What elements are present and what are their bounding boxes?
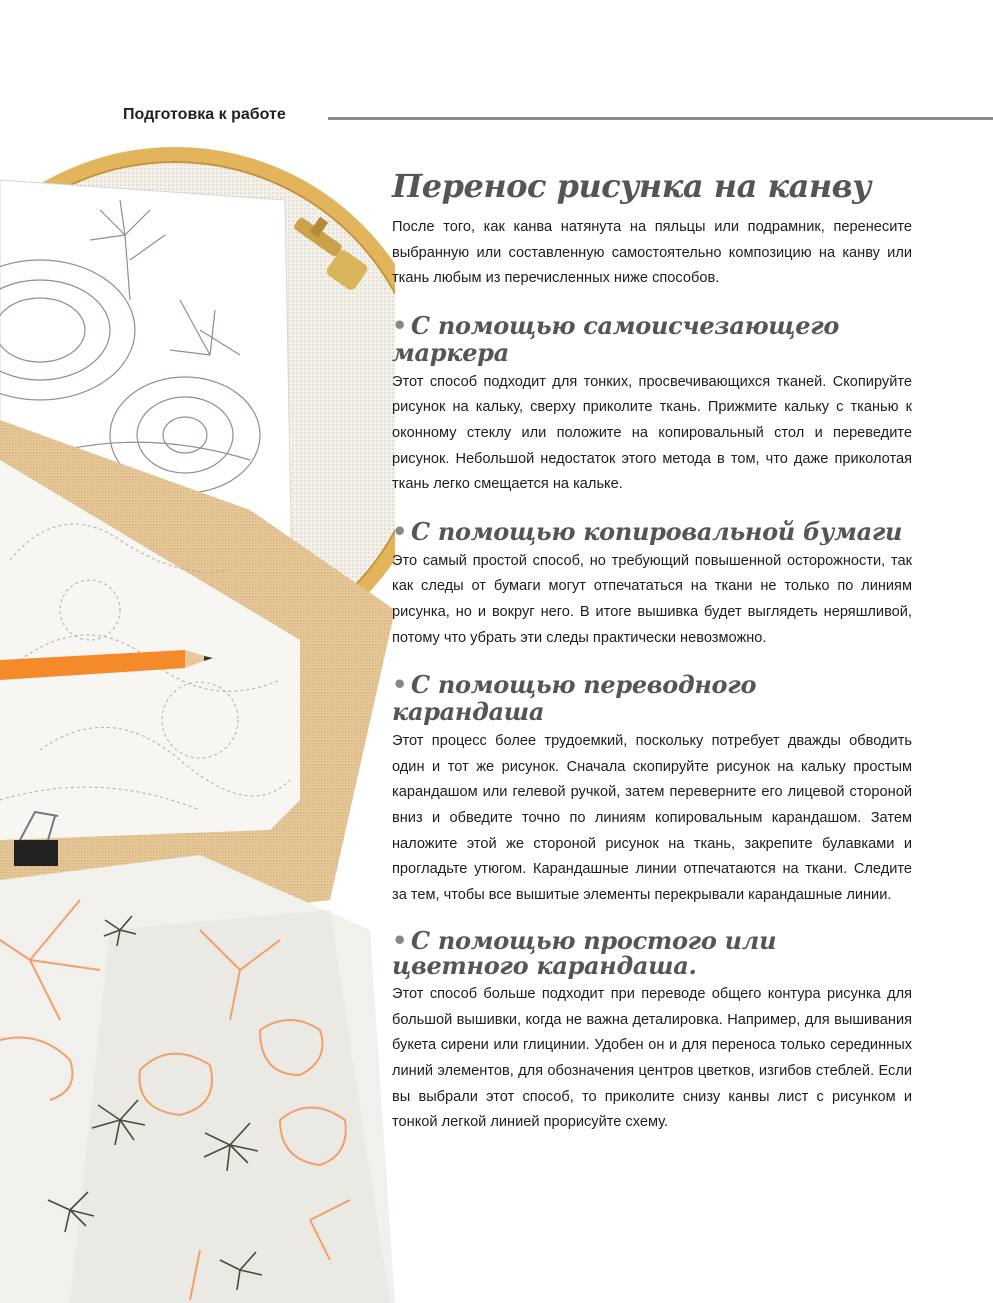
heading-text: С помощью самоисчезающего маркера — [392, 310, 840, 367]
intro-paragraph: После того, как канва натянута на пяльцы или подрамник, перенесите выбранную или составленную самостоятельно композицию на канву или ткань любым из перечисленных ниже способов. — [392, 219, 912, 287]
article — [392, 165, 912, 1136]
page-header — [123, 106, 993, 130]
bullet-icon: • — [392, 310, 408, 340]
section-title: Подготовка к работе — [123, 106, 286, 123]
section-heading-color-pencil — [392, 926, 912, 981]
bullet-icon: • — [392, 670, 408, 700]
section-text-carbon-paper: Это самый простой способ, но требующий повышенной осторожности, так как следы от бумаги могут отпечататься на ткани не только по линиям рисунка, но и вокруг него. В итоге вышивка будет выглядеть неряшливой, потому что убрать эти следы практически невозможно. — [392, 552, 912, 646]
header-divider — [328, 117, 993, 120]
section-text-color-pencil: Этот способ больше подходит при переводе общего контура рисунка для большой вышивки, когда не важна деталировка. Например, для вышивания букета сирени или глицинии. Удобен он и для переноса только серединных линий элементов, для обозначения центров цветков, изгибов стеблей. Если вы выбрали этот способ, то приколите снизу канвы лист с рисунком и тонкой легкой линией прорисуйте схему. — [392, 986, 912, 1131]
section-text-marker: Этот способ подходит для тонких, просвечивающихся тканей. Скопируйте рисунок на кальку, сверху приколите ткань. Прижмите кальку с тканью к оконному стеклу или положите на копировальный стол и переведите рисунок. Небольшой недостаток этого метода в том, что даже приколотая ткань легко смещается на кальке. — [392, 373, 912, 493]
section-heading-carbon-paper — [392, 518, 912, 545]
bullet-icon: • — [392, 516, 408, 546]
embroidered-fabric — [0, 855, 395, 1303]
heading-text: С помощью копировальной бумаги — [411, 516, 903, 546]
article-title: Перенос рисунка на канву — [392, 167, 871, 205]
section-heading-marker — [392, 312, 912, 366]
heading-text: С помощью простого или цветного карандаша. — [392, 926, 777, 981]
bullet-icon: • — [392, 926, 408, 956]
section-text-transfer-pencil: Этот процесс более трудоемкий, поскольку потребует дважды обводить один и тот же рисунок. Сначала скопируйте рисунок на кальку простым карандашом или гелевой ручкой, затем переверните его лицевой стороной вниз и обведите точно по линиям копировальным карандашом. Затем наложите этой же стороной рисунок на ткань, закрепите булавками и прогладьте утюгом. Карандашные линии отпечатаются на ткани. Следите за тем, чтобы все вышитые элементы перекрывали карандашные линии. — [392, 733, 912, 903]
embroidery-transfer-photo — [0, 140, 395, 1303]
section-heading-transfer-pencil — [392, 671, 912, 725]
heading-text: С помощью переводного карандаша — [392, 670, 757, 727]
